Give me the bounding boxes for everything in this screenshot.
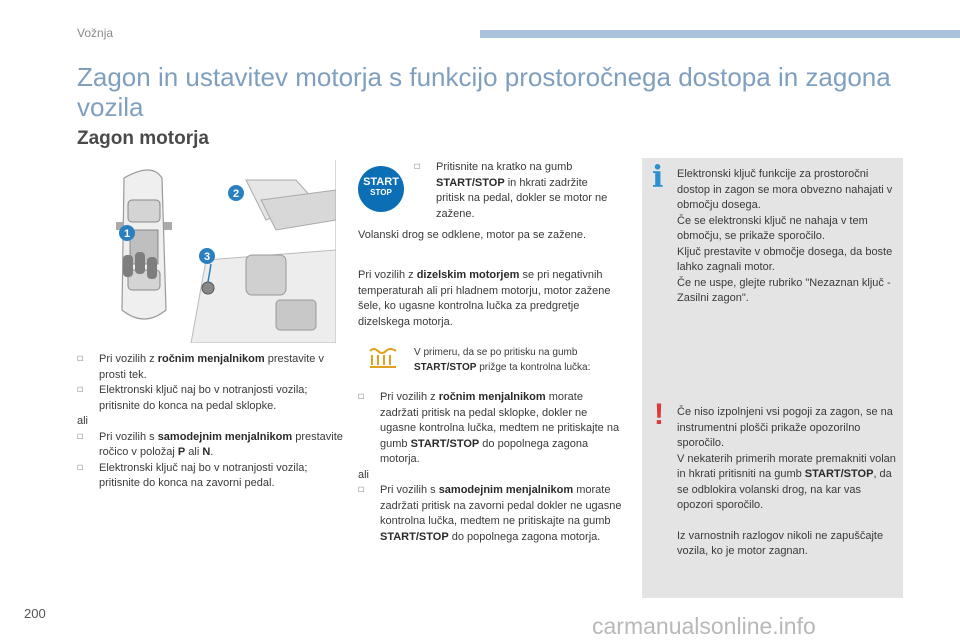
car-outline-icon [116, 170, 172, 319]
text: . [210, 446, 214, 458]
list-item [77, 383, 345, 414]
car-illustration [96, 160, 336, 343]
bold-text: START/STOP [436, 176, 505, 189]
text: Pri vozilih s [99, 430, 158, 443]
section-heading: Zagon motorja [77, 128, 209, 149]
bold-text: START/STOP [380, 530, 449, 543]
text: Elektronski ključ naj bo v notranjosti vozila; pritisnite do konca na pedal sklopke. [99, 384, 308, 412]
stop-label: STOP [370, 188, 392, 197]
warning-paragraph [677, 452, 899, 514]
or-label: ali [358, 468, 370, 481]
text: se pri negativnih temperaturah ali pri hladnem motorju, motor zažene šele, ko ugasne kontrolna lučka za predgretje dizelskega motorja. [358, 269, 611, 328]
section-label: Vožnja [77, 26, 114, 40]
bold-text: START/STOP [410, 437, 480, 450]
bold-text: P [177, 446, 186, 458]
info-box [642, 158, 903, 396]
bold-text: ročnim menjalnikom [438, 391, 546, 403]
bold-text: ročnim menjalnikom [157, 353, 265, 365]
marker-1-label: 1 [123, 228, 131, 240]
text: do popolnega zagona motorja. [448, 530, 601, 543]
text: prestavite ročico v položaj [99, 430, 343, 458]
warning-paragraph: Če niso izpolnjeni vsi pogoji za zagon, se na instrumentni plošči prikaže opozorilno sporočilo. [677, 406, 893, 449]
info-text: Elektronski ključ funkcije za prostoročni dostop in zagon se mora obvezno nahajati v območju dosega. Če se elektronski ključ ne nahaja v tem območju, se prikaže sporočilo. Ključ prestavite v območje dosega, da boste lahko zagnali motor. Če ne uspe, glejte rubriko "Nezaznan ključ - Zasilni zagon". [677, 168, 893, 304]
start-stop-button-icon [358, 166, 404, 212]
text: Pri vozilih z [380, 391, 439, 403]
text: do popolnega zagona motorja. [380, 437, 589, 465]
middle-list [358, 390, 623, 545]
text: prestavite v prosti tek. [99, 353, 324, 381]
gear-lever-icon [191, 250, 336, 343]
bold-text: START/STOP [414, 361, 477, 373]
car-gear-pedal-icon [96, 160, 336, 343]
text: , da se odblokira volanski drog, na kar vas opozori sporočilo. [677, 468, 892, 511]
warning-icon: ! [654, 398, 664, 431]
bold-text: START/STOP [804, 468, 874, 480]
press-instruction [414, 160, 619, 222]
header-accent-bar [480, 30, 960, 38]
list-item [77, 461, 345, 492]
warning-text [677, 405, 899, 560]
start-label: START [363, 176, 399, 188]
list-item [414, 160, 619, 222]
bold-text: N [202, 446, 211, 458]
page-number: 200 [24, 606, 46, 621]
page-title: Zagon in ustavitev motorja s funkcijo prostoročnega dostopa in zagona vozila [77, 62, 891, 122]
text: morate zadržati pritisk na zavorni pedal dokler ne ugasne kontrolna lučka, medtem ne pritiskajte na gumb [380, 484, 622, 527]
example-note [414, 346, 626, 375]
text: in hkrati zadržite pritisk na pedal, dokler se motor ne zažene. [436, 176, 608, 220]
text: Pri vozilih s [380, 484, 439, 496]
left-column [77, 352, 345, 492]
text: ali [185, 446, 203, 458]
diesel-note [358, 268, 623, 330]
text: V primeru, da se po pritisku na gumb [414, 347, 578, 358]
pedal-icon [246, 180, 336, 230]
text: Pri vozilih z [358, 269, 417, 281]
text: Pri vozilih z [99, 353, 158, 365]
glow-plug-icon [366, 347, 400, 371]
bold-text: samodejnim menjalnikom [157, 430, 293, 443]
marker-2-label: 2 [232, 188, 240, 200]
text: Pritisnite na kratko na gumb [436, 161, 573, 173]
text: prižge ta kontrolna lučka: [476, 361, 591, 373]
text: V nekaterih primerih morate premakniti volan in hkrati pritisniti na gumb [677, 452, 896, 480]
watermark-url: carmanualsonline.info [592, 613, 816, 639]
bold-text: dizelskim motorjem [416, 269, 520, 281]
text: Elektronski ključ naj bo v notranjosti vozila; pritisnite do konca na zavorni pedal. [99, 461, 308, 489]
list-item [77, 352, 345, 383]
list-item [77, 430, 345, 461]
warning-box [642, 396, 903, 598]
steering-note: Volanski drog se odklene, motor pa se zažene. [358, 229, 587, 241]
list-item [358, 390, 623, 468]
marker-3-label: 3 [203, 251, 211, 263]
info-icon: i [652, 160, 664, 195]
list-item [358, 483, 623, 545]
or-label: ali [77, 415, 89, 427]
bold-text: samodejnim menjalnikom [438, 484, 574, 496]
text: morate zadržati pritisk na pedal sklopke, dokler ne ugasne kontrolna lučka, medtem ne pritiskajte na gumb [380, 391, 620, 450]
warning-paragraph: Iz varnostnih razlogov nikoli ne zapuščajte vozila, ko je motor zagnan. [677, 529, 884, 557]
